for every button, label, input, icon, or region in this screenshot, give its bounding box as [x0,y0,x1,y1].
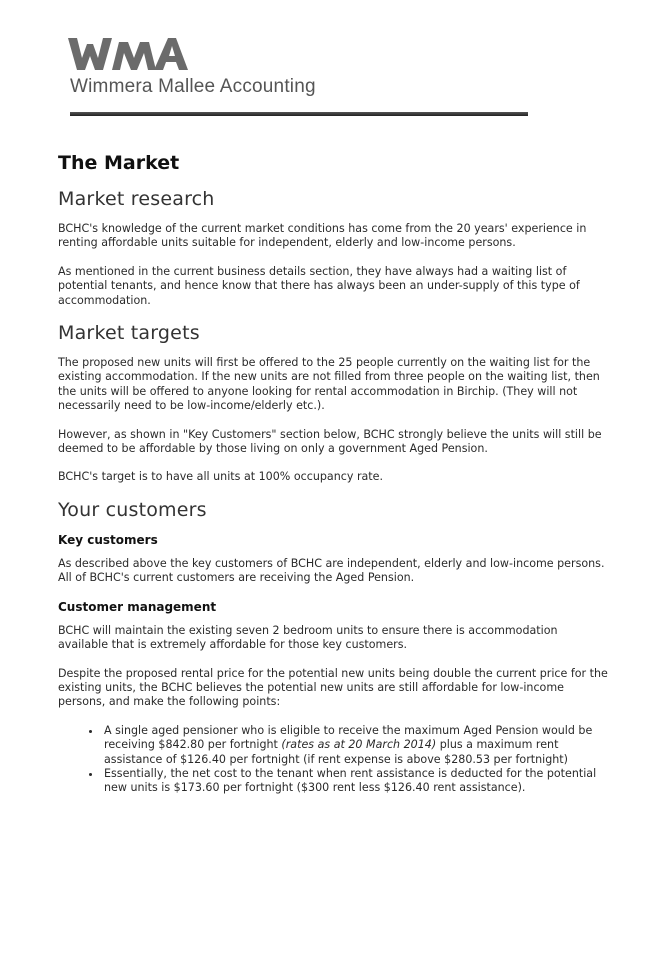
paragraph: As mentioned in the current business details section, they have always had a waiting list of potential tenants, and hence know that there has always been an under-supply of this type of accommodation. [58,264,580,307]
list-item: • Essentially, the net cost to the tenant when rent assistance is deducted for the potential new units is $173.60 per fortnight ($300 rent less $126.40 rent assistance). [102,767,610,796]
company-name: Wimmera Mallee Accounting [70,76,316,97]
heading-market-research: Market research [58,188,215,210]
bullet-text: plus a maximum rent assistance of $126.40 per fortnight (if rent expense is above $280.53 per fortnight) [104,738,568,766]
heading-your-customers: Your customers [58,498,207,521]
bullet-list [58,724,610,796]
paragraph: Despite the proposed rental price for the potential new units being double the current price for the existing units, the BCHC believes the potential new units are still affordable for low-income persons, and make the following points: [58,666,608,709]
rates-date-note: (rates as at 20 March 2014) [281,738,437,752]
paragraph: BCHC's knowledge of the current market conditions has come from the 20 years' experience in renting affordable units suitable for independent, elderly and low-income persons. [58,222,587,250]
document-body [58,152,610,796]
wma-logo [68,36,188,72]
bullet-text: A single aged pensioner who is eligible to receive the maximum Aged Pension would be receiving $842.80 per fortnight [104,723,593,752]
header-divider [70,112,528,116]
paragraph: BCHC will maintain the existing seven 2 bedroom units to ensure there is accommodation available that is extremely affordable for those key customers. [58,623,558,652]
paragraph: The proposed new units will first be offered to the 25 people currently on the waiting list for the existing accommodation. If the new units are not filled from three people on the waiting list, then the units will be offered to anyone looking for rental accommodation in Birchip. (They will not necessarily need to be low-income/elderly etc.). [58,356,600,413]
paragraph: However, as shown in "Key Customers" section below, BCHC strongly believe the units will still be deemed to be affordable by those living on only a government Aged Pension. [58,427,602,456]
heading-key-customers: Key customers [58,532,158,547]
heading-customer-management: Customer management [58,599,217,614]
paragraph: As described above the key customers of BCHC are independent, elderly and low-income persons. All of BCHC's current customers are receiving the Aged Pension. [58,556,605,585]
page-title: The Market [58,152,180,174]
heading-market-targets: Market targets [58,322,200,345]
list-item [102,724,610,767]
paragraph: BCHC's target is to have all units at 100% occupancy rate. [58,470,384,484]
